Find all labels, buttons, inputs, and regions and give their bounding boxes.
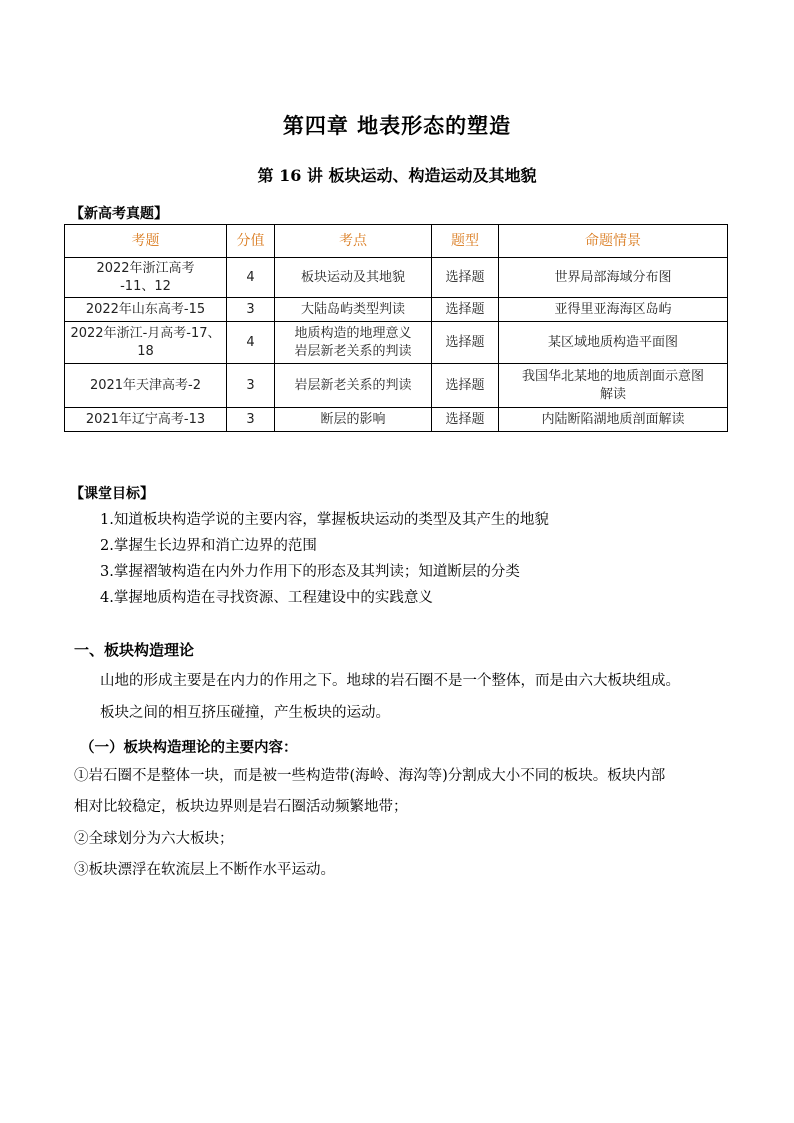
cell-line: 2022年浙江高考 (96, 260, 195, 276)
cell-exam: 2021年辽宁高考-13 (65, 408, 227, 432)
exam-table (64, 224, 728, 432)
cell-line: 18 (137, 343, 154, 359)
cell-point (275, 322, 432, 364)
cell-score: 4 (227, 258, 275, 298)
content-line: 相对比较稳定，板块边界则是岩石圈活动频繁地带； (74, 799, 408, 815)
table-row (65, 364, 728, 408)
header-exam: 考题 (65, 225, 227, 258)
cell-type: 选择题 (432, 322, 499, 364)
cell-scene: 某区域地质构造平面图 (499, 322, 728, 364)
cell-score: 4 (227, 322, 275, 364)
lecture-title: 第 16 讲 板块运动、构造运动及其地貌 (257, 166, 537, 185)
cell-exam (65, 322, 227, 364)
intro-paragraph-line: 山地的形成主要是在内力的作用之下。地球的岩石圈不是一个整体，而是由六大板块组成。 (100, 673, 680, 689)
goal-item: 1.知道板块构造学说的主要内容，掌握板块运动的类型及其产生的地貌 (100, 512, 549, 528)
cell-score: 3 (227, 364, 275, 408)
header-type: 题型 (432, 225, 499, 258)
table-row (65, 258, 728, 298)
cell-type: 选择题 (432, 408, 499, 432)
goals-label: 【课堂目标】 (70, 486, 154, 502)
cell-type: 选择题 (432, 258, 499, 298)
cell-scene: 内陆断陷湖地质剖面解读 (499, 408, 728, 432)
cell-point: 大陆岛屿类型判读 (275, 298, 432, 322)
cell-line: 我国华北某地的地质剖面示意图 (521, 368, 704, 384)
cell-line: 岩层新老关系的判读 (294, 343, 412, 359)
cell-point: 板块运动及其地貌 (275, 258, 432, 298)
content-line: ②全球划分为六大板块； (74, 831, 234, 847)
header-score: 分值 (227, 225, 275, 258)
section-heading: 一、板块构造理论 (74, 641, 195, 659)
cell-score: 3 (227, 408, 275, 432)
header-scene: 命题情景 (499, 225, 728, 258)
cell-exam: 2021年天津高考-2 (65, 364, 227, 408)
cell-exam (65, 258, 227, 298)
table-row (65, 408, 728, 432)
content-line: ③板块漂浮在软流层上不断作水平运动。 (74, 862, 335, 878)
cell-exam: 2022年山东高考-15 (65, 298, 227, 322)
cell-line: -11、12 (120, 278, 171, 294)
cell-point: 断层的影响 (275, 408, 432, 432)
chapter-title: 第四章 地表形态的塑造 (282, 113, 512, 138)
goal-item: 3.掌握褶皱构造在内外力作用下的形态及其判读；知道断层的分类 (100, 564, 520, 580)
cell-line: 2022年浙江-月高考-17、 (70, 325, 221, 341)
cell-point: 岩层新老关系的判读 (275, 364, 432, 408)
cell-type: 选择题 (432, 364, 499, 408)
exam-section-label: 【新高考真题】 (70, 206, 168, 222)
cell-scene (499, 364, 728, 408)
table-header-row (65, 225, 728, 258)
table-row (65, 322, 728, 364)
goal-item: 2.掌握生长边界和消亡边界的范围 (100, 538, 317, 554)
cell-scene: 世界局部海域分布图 (499, 258, 728, 298)
subsection-heading: （一）板块构造理论的主要内容： (80, 739, 298, 756)
cell-line: 解读 (599, 386, 626, 402)
table-row (65, 298, 728, 322)
cell-type: 选择题 (432, 298, 499, 322)
cell-scene: 亚得里亚海海区岛屿 (499, 298, 728, 322)
goal-item: 4.掌握地质构造在寻找资源、工程建设中的实践意义 (100, 590, 433, 606)
intro-paragraph-line: 板块之间的相互挤压碰撞，产生板块的运动。 (100, 705, 390, 721)
cell-line: 地质构造的地理意义 (294, 325, 412, 341)
header-point: 考点 (275, 225, 432, 258)
content-line: ①岩石圈不是整体一块，而是被一些构造带(海岭、海沟等)分割成大小不同的板块。板块内部 (74, 768, 666, 784)
cell-score: 3 (227, 298, 275, 322)
